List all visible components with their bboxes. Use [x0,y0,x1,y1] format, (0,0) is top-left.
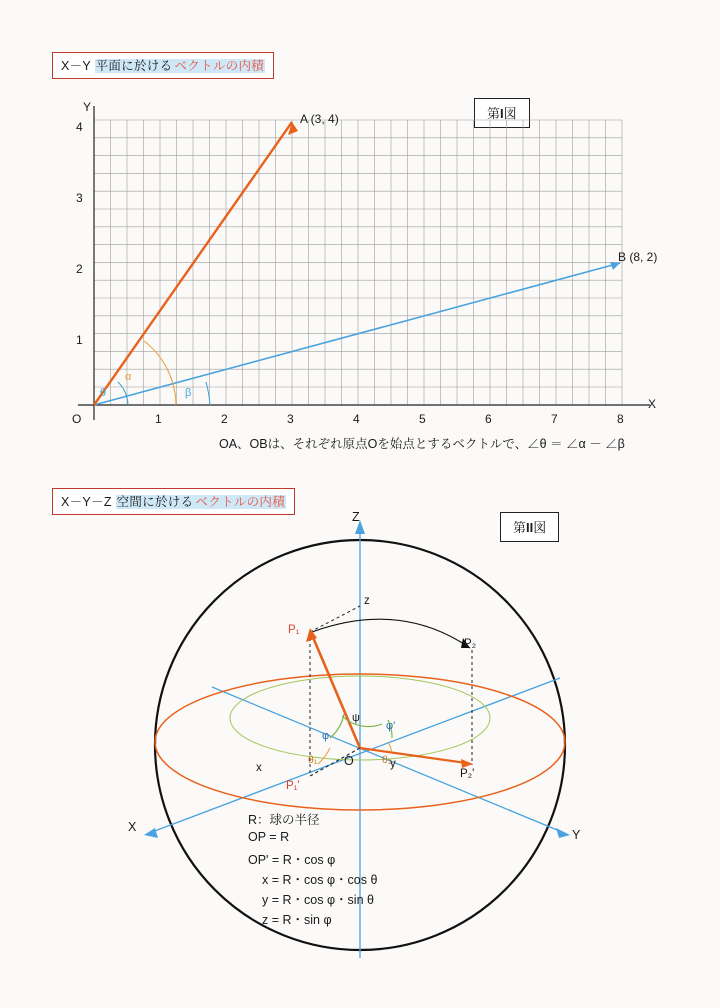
figure2-label-suffix: 図 [533,520,547,535]
figure1-title-prefix: X－Y [61,59,95,73]
angle-alpha-label: α [125,371,132,383]
angle-theta-label: θ [100,387,107,399]
vector-oa [94,122,298,405]
angle-psi-label: ψ [352,712,360,724]
figure2-title-red: ベクトルの内積 [195,495,286,509]
grid-lines [94,120,622,405]
axis-z-small-label: z [364,595,370,607]
figure2-svg [0,480,720,1008]
vector-op2prime [360,748,473,768]
axis-y-small-label: y [390,758,396,770]
figure1-title [52,52,274,79]
figure1-label-numeral: I [500,106,504,121]
figure1-title-red: ベクトルの内積 [174,59,265,73]
y-tick-2: 2 [76,262,83,276]
axis-x-label: X [648,397,657,411]
angle-theta2-label: θ₂ [382,754,392,766]
figure1-graph [0,80,720,460]
angle-phi-prime-label: φ' [386,720,396,732]
x-tick-6: 6 [485,412,492,426]
arc-p1-p2 [312,619,470,648]
axes [78,106,650,420]
arc-theta2 [388,742,392,752]
point-p1prime-label: P₁' [286,780,300,792]
point-p1-label: P₁ [288,624,300,636]
formula-1: OP = R [248,830,290,844]
y-tick-4: 4 [76,120,83,134]
figure1-caption: OA、OBは、それぞれ原点Oを始点とするベクトルで、∠θ ＝ ∠α － ∠β [219,437,625,451]
point-p2prime-label: P₂' [460,768,475,780]
point-p2-label: P₂ [464,638,477,650]
figure2-title-prefix: X－Y－Z [61,495,116,509]
figure2-label-numeral: II [526,520,534,535]
axis-x-small-label: x [256,762,262,774]
x-tick-3: 3 [287,412,294,426]
point-a-label: A (3, 4) [300,112,339,126]
figure1-title-highlight: 平面に於ける [95,59,173,73]
origin-label: O [72,412,82,426]
axis-z-label: Z [352,510,360,524]
angle-theta1-label: θ₁ [308,754,318,766]
axis-y-label: Y [83,100,92,114]
dotted-guides [310,606,472,776]
y-tick-1: 1 [76,333,83,347]
axis-x-label: X [128,820,137,834]
arc-theta1 [318,748,330,764]
x-tick-5: 5 [419,412,426,426]
angle-beta-label: β [185,387,192,399]
point-b-label: B (8, 2) [618,250,658,264]
axis-y-label: Y [572,828,581,842]
formula-2: OP' = R・cos φ [248,853,336,867]
x-tick-2: 2 [221,412,228,426]
figure2-label-prefix: 第 [513,520,527,535]
y-tick-3: 3 [76,191,83,205]
figure1-svg [0,80,720,460]
arc-phi [330,714,344,738]
figure2-title-highlight: 空間に於ける [116,495,194,509]
figure1-label-suffix: 図 [503,106,517,121]
arc-theta [118,382,128,405]
x-tick-4: 4 [353,412,360,426]
origin-label: O [344,754,354,768]
formula-3: x = R・cos φ・cos θ [262,873,378,887]
figure1-label-prefix: 第 [487,106,501,121]
angle-phi-label: φ [322,730,330,742]
formula-5: z = R・sin φ [262,913,332,927]
formula-0: R：球の半径 [248,813,320,827]
x-tick-7: 7 [551,412,558,426]
formula-4: y = R・cos φ・sin θ [262,893,374,907]
figure2-sphere-diagram [0,480,720,1008]
x-tick-1: 1 [155,412,162,426]
x-tick-8: 8 [617,412,624,426]
